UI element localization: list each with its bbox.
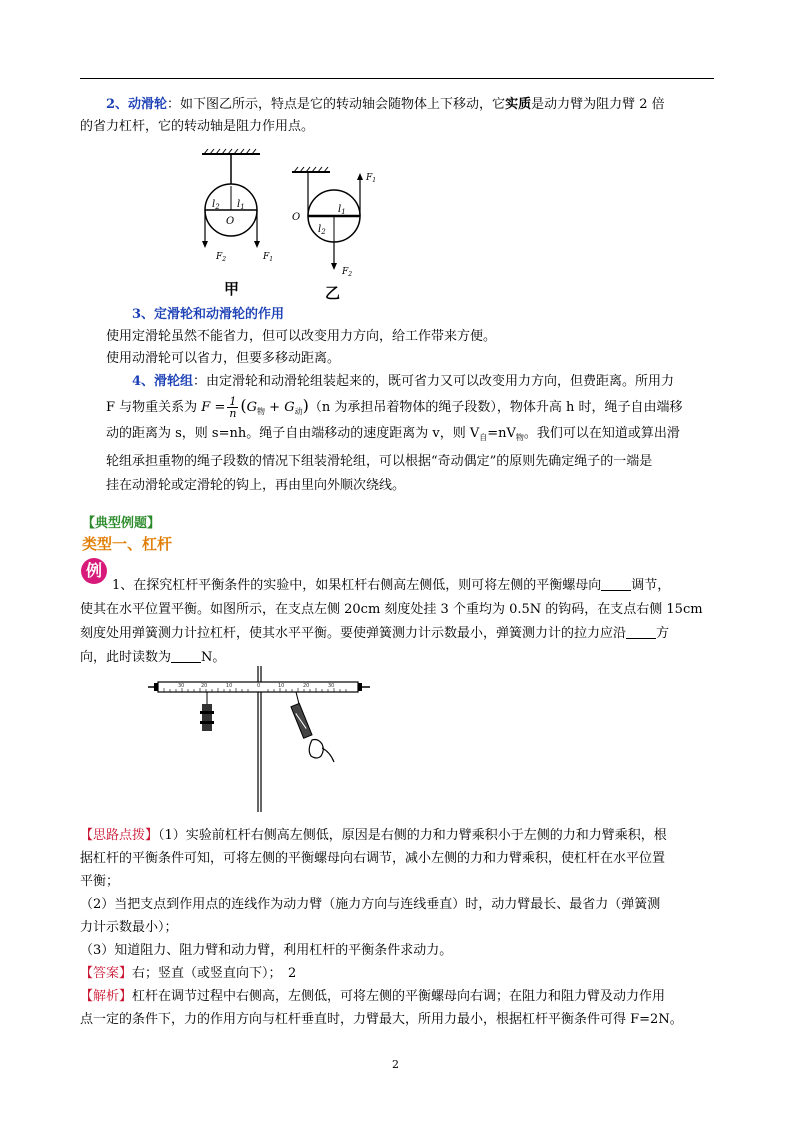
pulley-figure — [190, 146, 390, 300]
section-2 — [80, 94, 720, 138]
ruler-tick-3: 10 — [226, 683, 233, 689]
section-4-text-2b: （n 为承担吊着物体的绳子段数），物体升高 h 时，绳子自由端移 — [308, 400, 683, 415]
section-4-title: 4、滑轮组 — [132, 374, 194, 389]
yi-f1-label: $F_1$ — [366, 173, 377, 184]
answer-blank-3[interactable] — [171, 648, 201, 663]
explain-text-1: 杠杆在调节过程中右侧高，左侧低，可将左侧的平衡螺母向右调；在阻力和阻力臂及动力作用 — [132, 989, 666, 1004]
section-4-text-3a: 动的距离为 s，则 s=nh。绳子自由端移动的速度距离为 v，则 V — [106, 426, 480, 441]
hint-line-6: （3）知道阻力、阻力臂和动力臂，利用杠杆的平衡条件求动力。 — [80, 943, 453, 958]
jia-o-label: O — [226, 216, 235, 227]
section-3-title: 3、定滑轮和动滑轮的作用 — [132, 307, 285, 322]
question-1-text-4b: N。 — [201, 650, 226, 665]
ruler-tick-6: 20 — [303, 683, 310, 689]
hint-line-2: 据杠杆的平衡条件可知，可将左侧的平衡螺母向右调节，减小左侧的力和力臂乘积，使杠杆在水平位置 — [80, 851, 666, 866]
question-1-text-3b: 方 — [656, 626, 670, 641]
answer-blank-1[interactable] — [601, 576, 631, 591]
hint-line-4: （2）当把支点到作用点的连线作为动力臂（施力方向与连线垂直）时，动力臂最长、最省力（弹簧测 — [80, 897, 661, 912]
yi-o-label: O — [292, 212, 301, 223]
formula-g1: G — [246, 400, 258, 415]
formula-g1-sub: 物 — [257, 407, 266, 416]
ruler-tick-5: 10 — [278, 683, 285, 689]
formula-g2-sub: 动 — [294, 407, 303, 416]
section-2-bold: 实质 — [505, 97, 532, 112]
hook-weights — [200, 692, 214, 731]
question-1-text-1a: 1、在探究杠杆平衡条件的实验中，如果杠杆右侧高左侧低，则可将左侧的平衡螺母向 — [112, 578, 602, 593]
formula-num: 1 — [229, 395, 237, 408]
question-1-text-3a: 刻度处用弹簧测力计拉杠杆，使其水平平衡。要使弹簧测力计示数最小，弹簧测力计的拉力应沿 — [80, 626, 627, 641]
ruler-tick-7: 30 — [328, 683, 335, 689]
question-1-line-2: 使其在水平位置平衡。如图所示，在支点左侧 20cm 刻度处挂 3 个重均为 0.5N 的钩码，在支点右侧 15cm — [80, 602, 703, 617]
section-3 — [80, 304, 720, 370]
ruler-tick-2: 20 — [201, 683, 208, 689]
section-4-line-1 — [80, 370, 720, 394]
formula-plus: + — [269, 400, 281, 415]
jia-f2-label: $F_2$ — [216, 252, 227, 263]
sub-zi: 自 — [479, 433, 488, 442]
formula-fraction — [227, 396, 238, 419]
explain-line-2: 点一定的条件下，力的作用方向与杠杆垂直时，力臂最大，所用力最小，根据杠杆平衡条件可得 F=2N。 — [80, 1012, 683, 1027]
hand-icon — [309, 740, 334, 763]
question-1-line-3 — [80, 622, 720, 646]
question-1 — [80, 574, 720, 670]
hint-line-3: 平衡； — [80, 874, 120, 889]
section-4-text-1: ：由定滑轮和动滑轮组装起来的，既可省力又可以改变用力方向，但费距离。所用力 — [193, 374, 675, 389]
section-4-line-3 — [80, 422, 720, 450]
jia-f1-label: $F_1$ — [263, 252, 274, 263]
section-2-text-b: 是动力臂为阻力臂 2 倍 — [531, 97, 665, 112]
section-4 — [80, 370, 720, 498]
type-1-heading: 类型一、杠杆 — [82, 535, 173, 553]
yi-l2-label: $l_2$ — [318, 224, 326, 236]
sub-wu: 物 — [515, 433, 524, 442]
hint-text-1: （1）实验前杠杆右侧高左侧低，原因是右侧的力和力臂乘积小于左侧的力和力臂乘积，根 — [158, 828, 667, 843]
yi-f2-label: $F_2$ — [342, 267, 353, 278]
formula-g2: G — [284, 400, 295, 415]
section-2-text-a: ：如下图乙所示，特点是它的转动轴会随物体上下移动，它 — [167, 97, 506, 112]
section-4-text-3c: 。我们可以在知道或算出滑 — [523, 426, 680, 441]
ruler-tick-4: 0 — [257, 683, 261, 689]
question-1-text-4a: 向，此时读数为 — [80, 650, 172, 665]
section-4-line-5: 挂在动滑轮或定滑轮的钩上，再由里向外顺次绕线。 — [106, 478, 406, 493]
answer-line — [80, 962, 720, 985]
formula-f: F — [201, 400, 211, 415]
section-4-line-4: 轮组承担重物的绳子段数的情况下组装滑轮组，可以根据“奇动偶定”的原则先确定绳子的一端是 — [106, 454, 653, 469]
page-number: 2 — [392, 1058, 399, 1071]
explain-line-1 — [80, 985, 720, 1008]
jia-l2-label: $l_2$ — [212, 199, 220, 211]
formula-den: n — [229, 407, 237, 420]
section-3-line-1: 使用定滑轮虽然不能省力，但可以改变用力方向，给工作带来方便。 — [106, 329, 497, 344]
analysis — [80, 824, 720, 1031]
section-2-title: 2、动滑轮 — [106, 97, 168, 112]
section-4-text-3b: =nV — [487, 426, 516, 441]
examples-heading: 【典型例题】 — [82, 516, 161, 531]
section-2-line-2: 的省力杠杆，它的转动轴是阻力作用点。 — [80, 119, 315, 134]
explain-label: 【解析】 — [80, 989, 133, 1004]
header-rule — [80, 78, 714, 79]
spring-scale — [291, 692, 312, 738]
section-4-text-2a: F 与物重关系为 — [106, 400, 198, 415]
pulley-jia — [202, 149, 273, 298]
example-badge: 例 — [81, 558, 107, 584]
hint-label: 【思路点拨】 — [80, 828, 159, 843]
label-jia: 甲 — [224, 280, 240, 298]
jia-l1-label: $l_1$ — [237, 199, 245, 211]
ruler-tick-1: 30 — [178, 683, 185, 689]
answer-text: 右；竖直（或竖直向下）； 2 — [132, 966, 297, 981]
hint-line-1 — [80, 824, 720, 847]
section-2-line-1 — [80, 94, 720, 116]
label-yi: 乙 — [325, 284, 341, 300]
answer-blank-2[interactable] — [626, 624, 656, 639]
section-4-line-2: F 与物重关系为 F = $\frac{1}{n}$ $(G_物 + G_动)(n$ 为承担吊着物体的绳子段数），物体升高 h 时，绳子自由端移 — [106, 395, 683, 420]
yi-l1-label: $l_1$ — [338, 204, 346, 216]
pulley-yi — [292, 167, 376, 300]
formula-eq: = — [214, 400, 226, 415]
lever-figure — [146, 664, 376, 814]
question-1-line-1 — [80, 574, 720, 598]
question-1-text-1b: 调节， — [631, 578, 671, 593]
section-3-line-2: 使用动滑轮可以省力，但要多移动距离。 — [106, 351, 341, 366]
hint-line-5: 力计示数最小）； — [80, 920, 178, 935]
answer-label: 【答案】 — [80, 966, 133, 981]
